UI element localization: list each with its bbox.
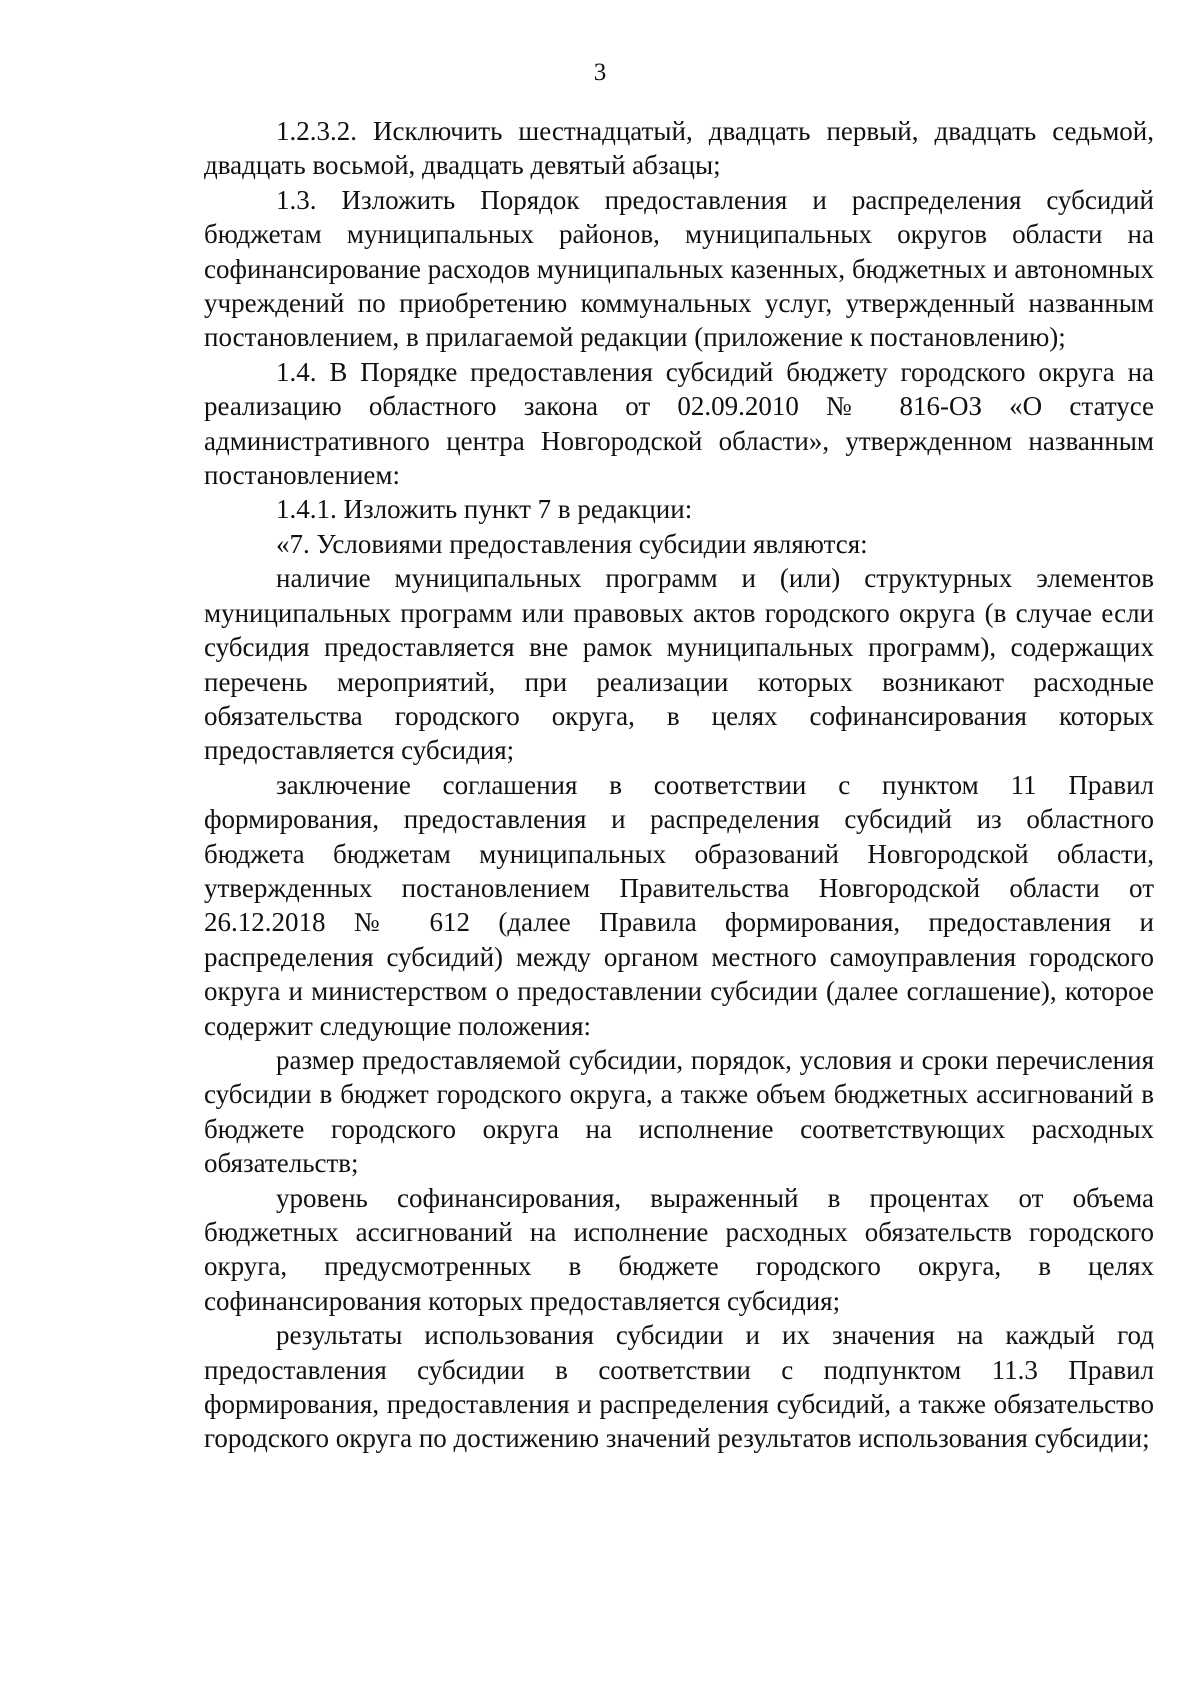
paragraph-condition-agreement: заключение соглашения в соответствии с пунктом 11 Правил формирования, предоставления и распределения субсидий из областного бюджета бюджетам муниципальных образований Новгородской области, утвержденных постановлением Правительства Новгородской области от 26.12.2018 № 612 (далее Правила формирования, предоставления и распределения субсидий) между органом местного самоуправления городского округа и министерством о предоставлении субсидии (далее соглашение), которое содержит следующие положения: [204,769,1154,1041]
paragraph-usage-results: результаты использования субсидии и их значения на каждый год предоставления субсидии в соответствии с подпунктом 11.3 Правил формирования, предоставления и распределения субсидий, а также обязательство городского округа по достижению значений результатов использования субсидии; [204,1320,1154,1454]
paragraph-subsidy-amount: размер предоставляемой субсидии, порядок, условия и сроки перечисления субсидии в бюджет городского округа, а также объем бюджетных ассигнований в бюджете городского округа на исполнение соответствующих расходных обязательств; [204,1044,1154,1179]
page-number: 3 [593,59,607,86]
paragraph-1-4-1: 1.4.1. Изложить пункт 7 в редакции: [276,494,693,525]
paragraph-item-7-heading: «7. Условиями предоставления субсидии являются: [276,528,868,559]
document-body [204,114,1154,1456]
paragraph-cofinancing-level: уровень софинансирования, выраженный в процентах от объема бюджетных ассигнований на исполнение расходных обязательств городского округа, предусмотренных в бюджете городского округа, в целях софинансирования которых предоставляется субсидия; [204,1182,1154,1316]
paragraph-1-4: 1.4. В Порядке предоставления субсидий бюджету городского округа на реализацию областного закона от 02.09.2010 № 816-ОЗ «О статусе административного центра Новгородской области», утвержденном названным постановлением: [204,356,1154,491]
paragraph-1-2-3-2: 1.2.3.2. Исключить шестнадцатый, двадцать первый, двадцать седьмой, двадцать восьмой, двадцать девятый абзацы; [204,116,1154,181]
paragraph-1-3: 1.3. Изложить Порядок предоставления и распределения субсидий бюджетам муниципальных районов, муниципальных округов области на софинансирование расходов муниципальных казенных, бюджетных и автономных учреждений по приобретению коммунальных услуг, утвержденный названным постановлением, в прилагаемой редакции (приложение к постановлению); [204,184,1154,353]
paragraph-condition-programs: наличие муниципальных программ и (или) структурных элементов муниципальных программ или правовых актов городского округа (в случае если субсидия предоставляется вне рамок муниципальных программ), содержащих перечень мероприятий, при реализации которых возникают расходные обязательства городского округа, в целях софинансирования которых предоставляется субсидия; [204,563,1154,766]
